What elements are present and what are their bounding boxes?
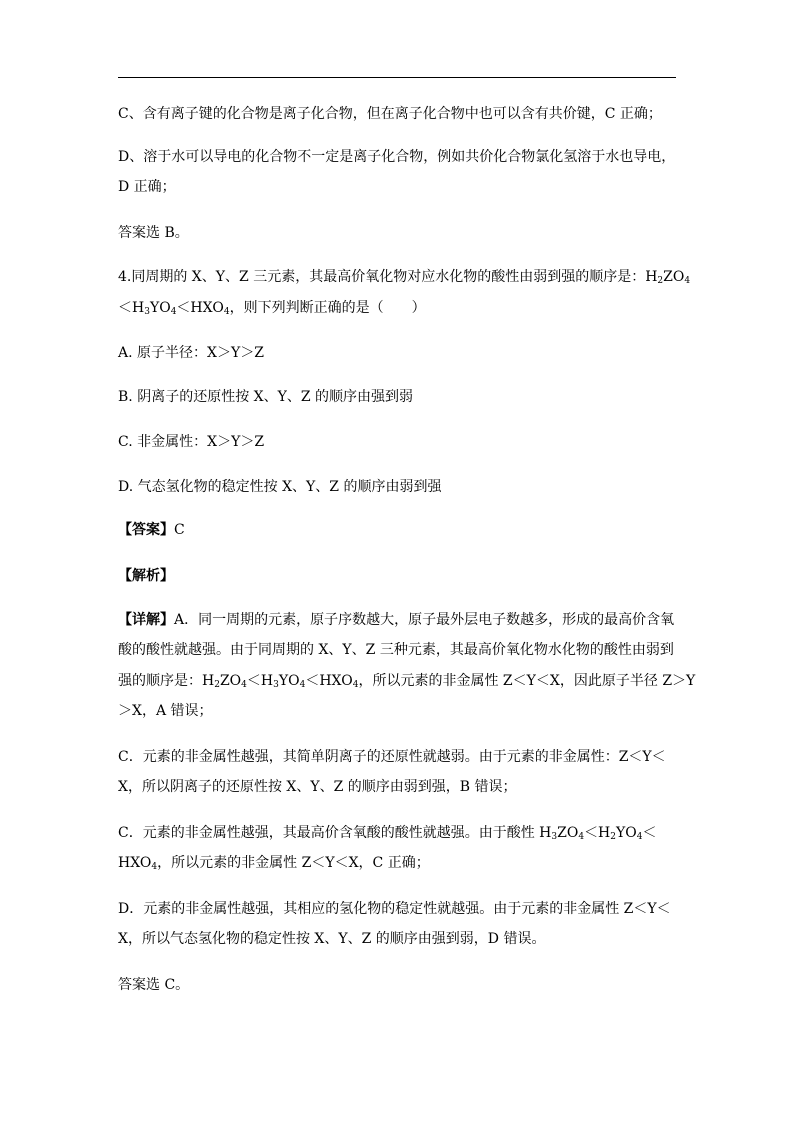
text-line: D、溶于水可以导电的化合物不一定是离子化合物，例如共价化合物氯化氢溶于水也导电， bbox=[118, 149, 676, 165]
para-c2-line: C．元素的非金属性越强，其最高价含氧酸的酸性就越强。由于酸性 $H_3ZO_4<H_2YO_4<$ bbox=[118, 825, 657, 842]
detail-line: 【详解】A．同一周期的元素，原子序数越大，原子最外层电子数越多，形成的最高价含氧 bbox=[118, 612, 675, 628]
para-c2-line: $HXO_4$，所以元素的非金属性 Z＜Y＜X，C 正确； bbox=[118, 855, 430, 872]
para-c1-line: X，所以阴离子的还原性按 X、Y、Z 的顺序由弱到强，B 错误； bbox=[118, 779, 517, 795]
text-line: C、含有离子键的化合物是离子化合物，但在离子化合物中也可以含有共价键，C 正确； bbox=[118, 106, 662, 122]
question-4-stem: 4.同周期的 X、Y、Z 三元素，其最高价氧化物对应水化物的酸性由弱到强的顺序是：$H_2ZO_4$ bbox=[118, 269, 691, 286]
text-line: D 正确； bbox=[118, 179, 176, 195]
header-rule bbox=[118, 77, 676, 78]
para-d-line: X，所以气态氢化物的稳定性按 X、Y、Z 的顺序由强到弱，D 错误。 bbox=[118, 931, 546, 947]
answer-value: C bbox=[174, 522, 185, 538]
para-d-line: D．元素的非金属性越强，其相应的氢化物的稳定性就越强。由于元素的非金属性 Z＜Y＜ bbox=[118, 901, 671, 917]
detail-label: 【详解】 bbox=[118, 612, 174, 628]
option-a: A. 原子半径：X＞Y＞Z bbox=[118, 345, 264, 361]
option-b: B. 阴离子的还原性按 X、Y、Z 的顺序由强到弱 bbox=[118, 389, 414, 405]
answer-line bbox=[118, 520, 185, 540]
answer-label: 【答案】 bbox=[118, 522, 174, 538]
para-c1-line: C．元素的非金属性越强，其简单阴离子的还原性就越弱。由于元素的非金属性：Z＜Y＜ bbox=[118, 749, 666, 765]
option-c: C. 非金属性：X＞Y＞Z bbox=[118, 434, 265, 450]
question-4-stem: $<H_3YO_4<HXO_4$，则下列判断正确的是（ ） bbox=[118, 300, 426, 317]
final-answer: 答案选 C。 bbox=[118, 977, 190, 993]
option-d: D. 气态氢化物的稳定性按 X、Y、Z 的顺序由弱到强 bbox=[118, 479, 442, 495]
detail-line: 强的顺序是：$H_2ZO_4<H_3YO_4<HXO_4$，所以元素的非金属性 Z＜Y＜X，因此原子半径 Z＞Y bbox=[118, 673, 696, 690]
detail-line: 酸的酸性就越强。由于同周期的 X、Y、Z 三种元素，其最高价氧化物水化物的酸性由弱到 bbox=[118, 642, 674, 658]
detail-line: ＞X，A 错误； bbox=[118, 703, 213, 719]
analysis-label: 【解析】 bbox=[118, 568, 174, 584]
text-line: 答案选 B。 bbox=[118, 225, 189, 241]
